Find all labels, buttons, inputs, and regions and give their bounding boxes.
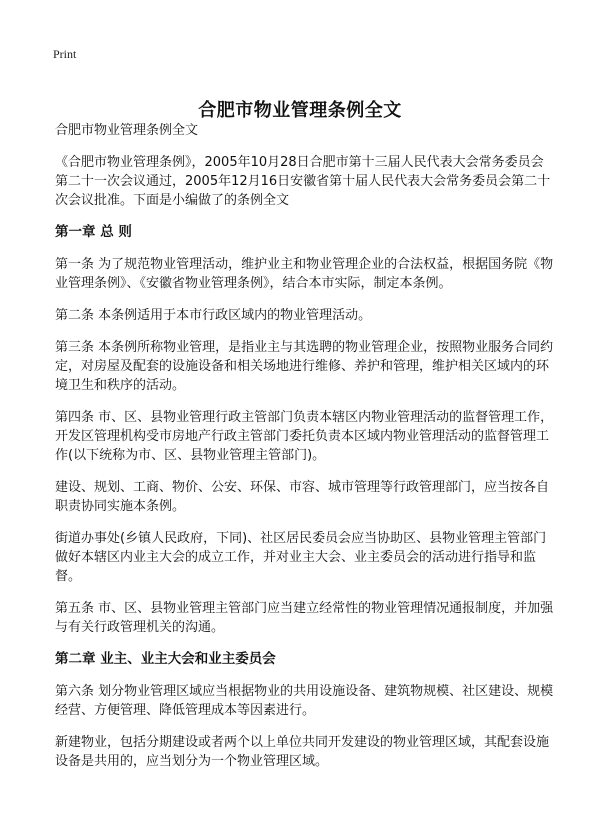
article-paragraph: 第六条 划分物业管理区域应当根据物业的共用设施设备、建筑物规模、社区建设、规模经营、方便管理、降低管理成本等因素进行。 bbox=[55, 684, 554, 718]
subtitle: 合肥市物业管理条例全文 bbox=[55, 123, 199, 138]
article-paragraph: 第二条 本条例适用于本市行政区域内的物业管理活动。 bbox=[55, 308, 372, 323]
article-paragraph: 第一条 为了规范物业管理活动，维护业主和物业管理企业的合法权益，根据国务院《物业管理条例》、《安徽省物业管理条例》，结合本市实际，制定本条例。 bbox=[55, 257, 554, 291]
print-link[interactable]: Print bbox=[53, 47, 77, 61]
article-paragraph: 第三条 本条例所称物业管理，是指业主与其选聘的物业管理企业，按照物业服务合同约定，对房屋及配套的设施设备和相关场地进行维修、养护和管理，维护相关区域内的环境卫生和秩序的活动。 bbox=[55, 340, 554, 393]
intro-paragraph: 《合肥市物业管理条例》，2005年10月28日合肥市第十三届人民代表大会常务委员会第二十一次会议通过，2005年12月16日安徽省第十届人民代表大会常务委员会第二十次会议批准。下面是小编做了的条例全文 bbox=[55, 155, 551, 208]
page-title: 合肥市物业管理条例全文 bbox=[198, 100, 402, 122]
article-paragraph: 建设、规划、工商、物价、公安、环保、市容、城市管理等行政管理部门，应当按各自职责协同实施本条例。 bbox=[55, 480, 550, 514]
article-paragraph: 街道办事处(乡镇人民政府，下同)、社区居民委员会应当协助区、县物业管理主管部门做好本辖区内业主大会的成立工作，并对业主大会、业主委员会的活动进行指导和监督。 bbox=[55, 531, 547, 584]
article-paragraph: 新建物业，包括分期建设或者两个以上单位共同开发建设的物业管理区域，其配套设施设备是共用的，应当划分为一个物业管理区域。 bbox=[55, 735, 550, 769]
article-paragraph: 第五条 市、区、县物业管理主管部门应当建立经常性的物业管理情况通报制度，并加强与有关行政管理机关的沟通。 bbox=[55, 601, 554, 635]
article-paragraph: 第四条 市、区、县物业管理行政主管部门负责本辖区内物业管理活动的监督管理工作，开发区管理机构受市房地产行政主管部门委托负责本区域内物业管理活动的监督管理工作(以下统称为市、区、县物业管理主管部门)。 bbox=[55, 410, 554, 463]
article-body bbox=[55, 121, 555, 784]
chapter-heading: 第二章 业主、业主大会和业主委员会 bbox=[55, 651, 276, 667]
chapter-heading: 第一章 总 则 bbox=[55, 224, 132, 240]
